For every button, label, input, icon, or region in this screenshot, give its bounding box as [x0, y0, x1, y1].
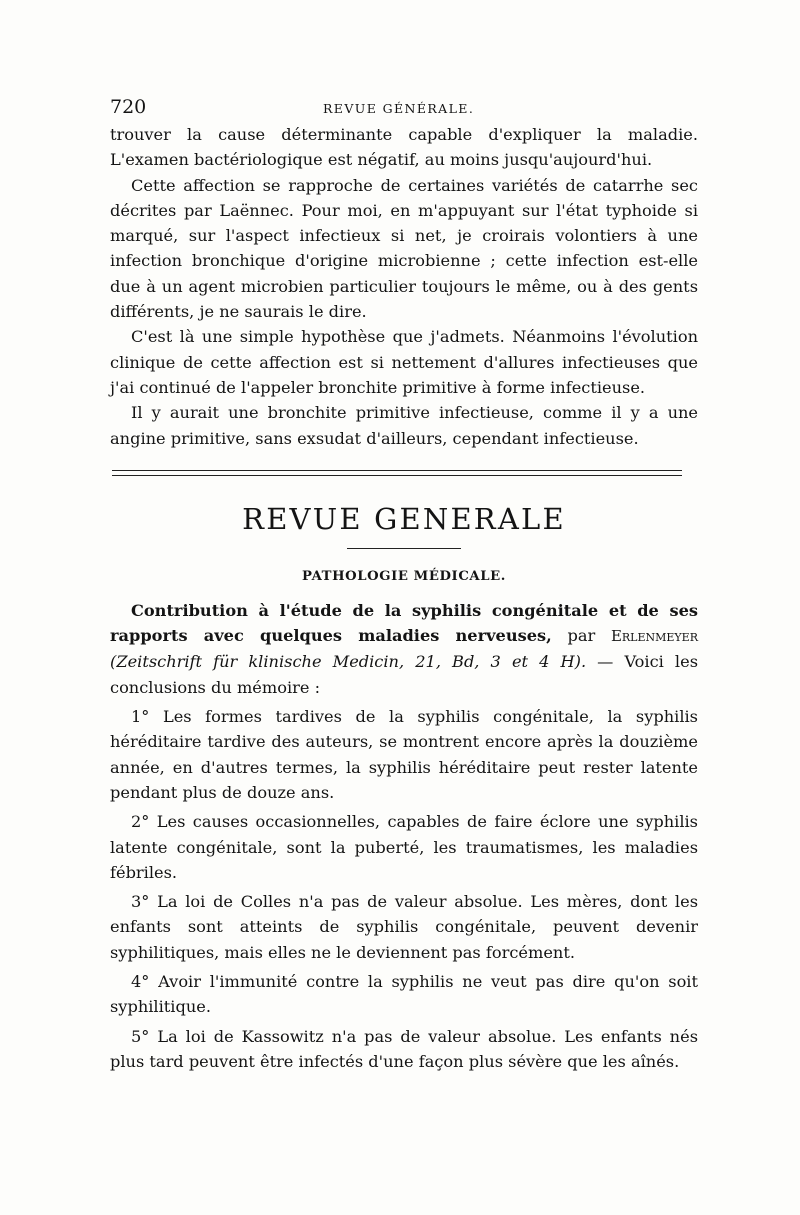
section-title: REVUE GENERALE: [242, 501, 566, 536]
conclusion-4: 4° Avoir l'immunité contre la syphilis ne veut pas dire qu'on soit syphilitique.: [110, 972, 698, 1017]
title-underline: [347, 548, 461, 549]
section-divider: [112, 470, 682, 476]
divider-line-thick: [112, 470, 682, 471]
paragraph-hypothesis: C'est là une simple hypothèse que j'admets. Néanmoins l'évolution clinique de cette affection est si nettement d'allures infectieuses que j'ai continué de l'appeler bronchite primitive à forme infectieuse.: [110, 327, 698, 397]
review-title: Contribution à l'étude de la syphilis congénitale et de ses rapports avec quelques maladies nerveuses,: [110, 600, 698, 646]
review-author: Erlenmeyer: [610, 627, 698, 646]
paragraph-continuation: trouver la cause déterminante capable d'expliquer la maladie. L'examen bactériologique est négatif, au moins jusqu'aujourd'hui.: [110, 125, 698, 170]
paragraph-conclusion: Il y aurait une bronchite primitive infectieuse, comme il y a une angine primitive, sans exsudat d'ailleurs, cependant infectieuse.: [110, 403, 698, 448]
running-header: [110, 96, 698, 122]
conclusion-1: 1° Les formes tardives de la syphilis congénitale, la syphilis héréditaire tardive des auteurs, se montrent encore après la douzième année, en d'autres termes, la syphilis héréditaire peut rester latente pendant plus de douze ans.: [110, 707, 698, 802]
review-by: par: [551, 626, 611, 646]
paragraph-catarrh: Cette affection se rapproche de certaines variétés de catarrhe sec décrites par Laënnec. Pour moi, en m'appuyant sur l'état typhoide si marqué, sur l'aspect infectieux si net, je croirais volontiers à une infection bronchique d'origine microbienne ; cette infection est-elle due à un agent microbien particulier toujours le même, ou à des gents différents, je ne saurais le dire.: [110, 175, 698, 322]
divider-line-thin: [112, 475, 682, 476]
page-number: 720: [110, 96, 147, 118]
book-page: [110, 96, 698, 1074]
conclusion-3: 3° La loi de Colles n'a pas de valeur absolue. Les mères, dont les enfants sont atteints de syphilis congénitale, peuvent devenir syphilitiques, mais elles ne le deviennent pas forcément.: [110, 892, 698, 962]
subsection-title: PATHOLOGIE MÉDICALE.: [302, 568, 506, 584]
conclusion-2: 2° Les causes occasionnelles, capables de faire éclore une syphilis latente congénitale, sont la puberté, les traumatismes, les maladies fébriles.: [110, 812, 698, 882]
review-source: (Zeitschrift für klinische Medicin, 21, Bd, 3 et 4 H).: [110, 652, 587, 672]
conclusion-5: 5° La loi de Kassowitz n'a pas de valeur absolue. Les enfants nés plus tard peuvent être infectés d'une façon plus sévère que les aînés.: [110, 1026, 698, 1071]
review-entry: [110, 598, 698, 700]
running-title: REVUE GÉNÉRALE.: [323, 101, 475, 116]
review-intro: — Voici les conclusions du mémoire :: [110, 652, 698, 697]
